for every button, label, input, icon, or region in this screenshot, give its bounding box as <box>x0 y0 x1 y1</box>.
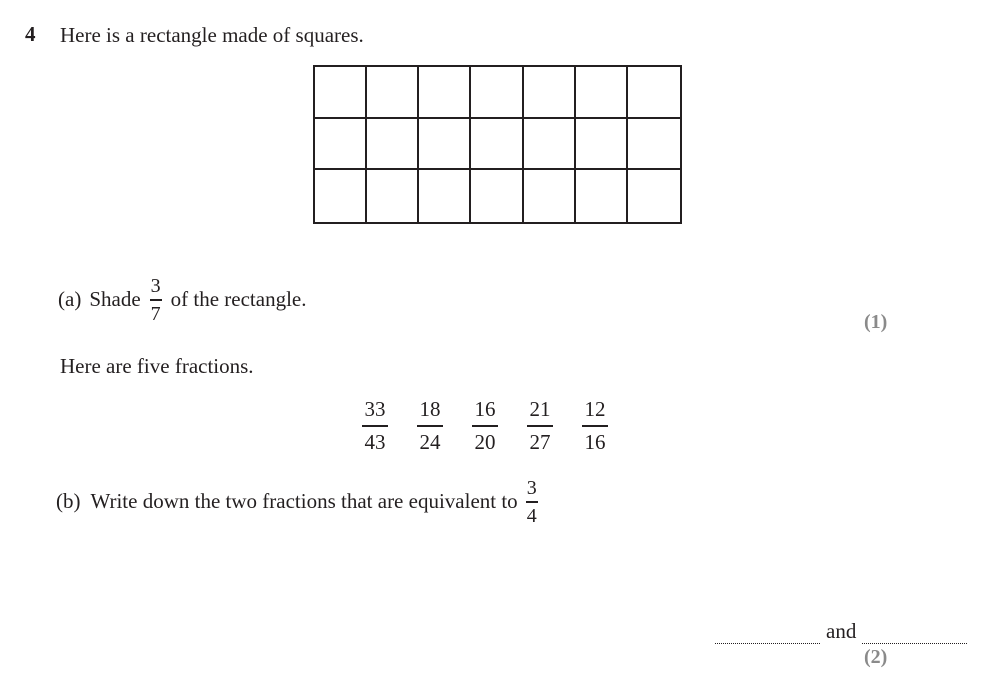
fraction-numerator: 16 <box>474 397 496 421</box>
grid-square[interactable] <box>524 67 576 119</box>
fraction-numerator: 18 <box>419 397 441 421</box>
fraction-numerator: 3 <box>526 477 537 499</box>
squares-rectangle[interactable] <box>313 65 682 224</box>
grid-square[interactable] <box>367 67 419 119</box>
part-a-marks: (1) <box>864 311 888 333</box>
answer-field-2[interactable] <box>862 625 967 644</box>
grid-square[interactable] <box>471 119 523 171</box>
part-b-fraction <box>526 478 538 526</box>
answer-joiner: and <box>826 619 857 643</box>
fraction-denominator: 43 <box>364 429 386 454</box>
fraction-item <box>362 399 388 453</box>
part-b-label: (b) <box>56 489 81 514</box>
part-a-label: (a) <box>58 287 82 312</box>
fraction-denominator: 7 <box>150 302 161 325</box>
part-a-fraction <box>150 276 162 324</box>
fractions-intro: Here are five fractions. <box>60 354 254 378</box>
grid-square[interactable] <box>628 67 680 119</box>
fraction-denominator: 27 <box>529 429 551 454</box>
fraction-numerator: 3 <box>150 275 161 297</box>
fraction-denominator: 4 <box>526 504 537 527</box>
fraction-bar <box>417 425 443 427</box>
fraction-denominator: 20 <box>474 429 496 454</box>
grid-square[interactable] <box>367 170 419 222</box>
grid-square[interactable] <box>419 67 471 119</box>
part-a <box>58 276 306 324</box>
fraction-bar <box>362 425 388 427</box>
fraction-denominator: 24 <box>419 429 441 454</box>
grid-square[interactable] <box>471 67 523 119</box>
fraction-item <box>582 399 608 453</box>
fraction-item <box>527 399 553 453</box>
fraction-item <box>417 399 443 453</box>
part-b-answer-line <box>715 619 967 644</box>
fraction-denominator: 16 <box>584 429 606 454</box>
part-b-text: Write down the two fractions that are equivalent to <box>90 489 518 514</box>
grid-square[interactable] <box>576 67 628 119</box>
question-number: 4 <box>25 22 36 46</box>
fraction-bar <box>472 425 498 427</box>
part-b <box>56 478 538 526</box>
fraction-numerator: 33 <box>364 397 386 421</box>
grid-square[interactable] <box>576 170 628 222</box>
grid-square[interactable] <box>315 170 367 222</box>
fraction-item <box>472 399 498 453</box>
part-b-marks: (2) <box>864 646 888 668</box>
grid-square[interactable] <box>367 119 419 171</box>
fraction-bar <box>582 425 608 427</box>
grid-square[interactable] <box>471 170 523 222</box>
part-a-after-text: of the rectangle. <box>170 287 307 312</box>
answer-field-1[interactable] <box>715 625 820 644</box>
grid-square[interactable] <box>524 119 576 171</box>
fraction-numerator: 21 <box>529 397 551 421</box>
grid-square[interactable] <box>419 119 471 171</box>
question-intro: Here is a rectangle made of squares. <box>60 23 364 47</box>
grid-square[interactable] <box>628 119 680 171</box>
grid-square[interactable] <box>628 170 680 222</box>
fraction-list <box>362 399 608 453</box>
grid-square[interactable] <box>576 119 628 171</box>
grid-square[interactable] <box>419 170 471 222</box>
fraction-bar <box>526 501 538 503</box>
part-a-before-text: Shade <box>89 287 141 312</box>
fraction-bar <box>150 299 162 301</box>
grid-square[interactable] <box>524 170 576 222</box>
grid-square[interactable] <box>315 67 367 119</box>
fraction-bar <box>527 425 553 427</box>
fraction-numerator: 12 <box>584 397 606 421</box>
grid-square[interactable] <box>315 119 367 171</box>
